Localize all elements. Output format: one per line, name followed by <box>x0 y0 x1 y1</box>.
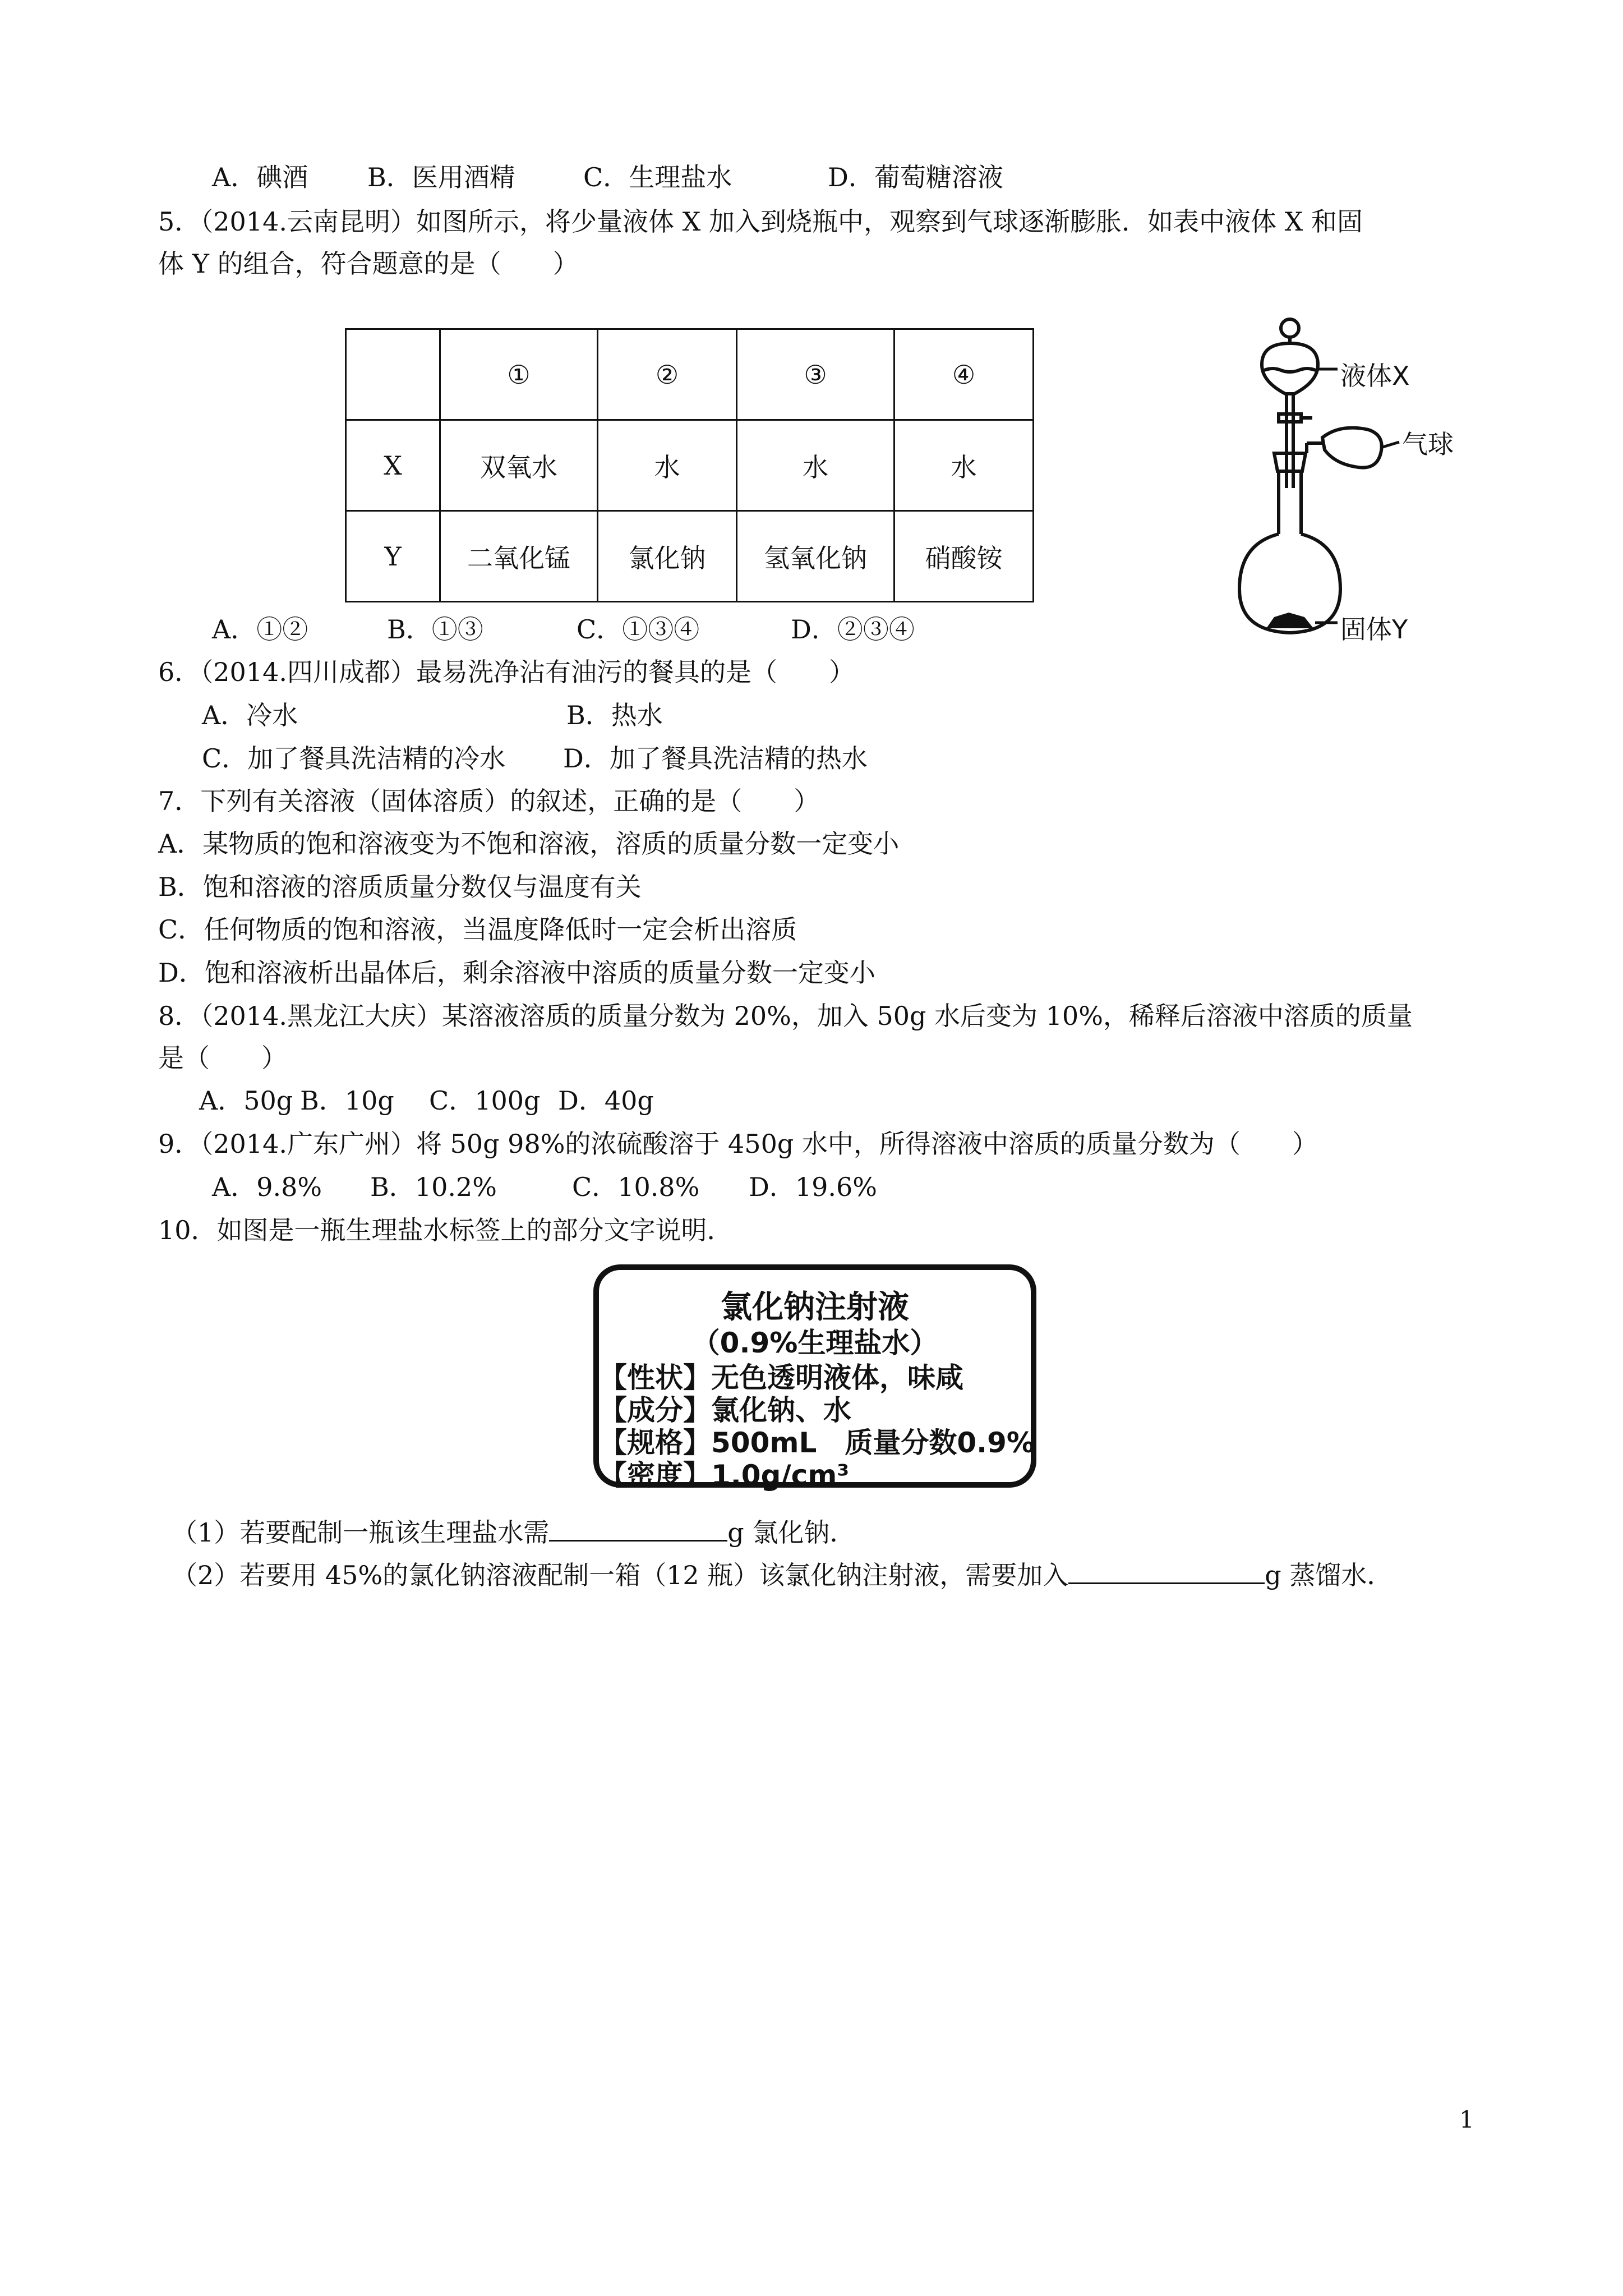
table-cell: 氢氧化钠 <box>737 511 895 602</box>
q5-option-d: D．②③④ <box>791 614 915 645</box>
label-solid-y: 固体Y <box>1340 614 1408 645</box>
flask-figure <box>1223 303 1492 645</box>
saline-label <box>593 1264 1036 1492</box>
table-cell: ② <box>598 329 737 420</box>
q8-stem-line1: 8．（2014.黑龙江大庆）某溶液溶质的质量分数为 20%，加入 50g 水后变为 10%，稀释后溶液中溶质的质量 <box>158 1001 1413 1031</box>
q10-sub2-unit: g 蒸馏水． <box>1265 1560 1393 1590</box>
table-row <box>346 511 1034 602</box>
q6-option-b: B．热水 <box>566 700 663 730</box>
q9-option-d: D．19.6% <box>749 1172 878 1202</box>
q9-option-b: B．10.2% <box>370 1172 497 1202</box>
table-cell: 水 <box>895 420 1034 511</box>
q10-sub1 <box>172 1514 855 1549</box>
q10-sub2-text: （2）若要用 45%的氯化钠溶液配制一箱（12 瓶）该氯化钠注射液，需要加入 <box>172 1560 1069 1590</box>
q5-stem-line2: 体 Y 的组合，符合题意的是（ ） <box>158 249 579 279</box>
q4-option-d: D．葡萄糖溶液 <box>828 162 1003 192</box>
q5-table <box>345 328 1034 602</box>
q10-sub2 <box>172 1557 1393 1592</box>
q7-option-c: C．任何物质的饱和溶液，当温度降低时一定会析出溶质 <box>158 914 797 945</box>
label-title: 氯化钠注射液 <box>721 1289 909 1326</box>
table-cell <box>346 329 440 420</box>
q5-option-b: B．①③ <box>387 614 483 645</box>
table-cell: 二氧化锰 <box>440 511 598 602</box>
label-composition: 【成分】氯化钠、水 <box>599 1394 851 1427</box>
q6-option-c: C．加了餐具洗洁精的冷水 <box>202 743 506 774</box>
table-cell: ① <box>440 329 598 420</box>
label-spec: 【规格】500mL 质量分数0.9% <box>599 1427 1035 1459</box>
q5-option-c: C．①③④ <box>577 614 700 645</box>
q4-option-c: C．生理盐水 <box>583 162 732 192</box>
table-cell: Y <box>346 511 440 602</box>
q6-option-a: A．冷水 <box>202 700 298 730</box>
table-cell: 双氧水 <box>440 420 598 511</box>
q4-option-a: A．碘酒 <box>212 162 308 192</box>
table-row <box>346 329 1034 420</box>
table-cell: 氯化钠 <box>598 511 737 602</box>
q8-option-d: D．40g <box>558 1085 654 1116</box>
q8-option-a: A．50g <box>199 1085 293 1116</box>
table-cell: 水 <box>737 420 895 511</box>
flask-diagram <box>1223 303 1492 639</box>
q10-stem: 10．如图是一瓶生理盐水标签上的部分文字说明． <box>158 1215 733 1245</box>
q9-option-a: A．9.8% <box>212 1172 322 1202</box>
label-balloon: 气球 <box>1402 429 1454 459</box>
q7-option-d: D．饱和溶液析出晶体后，剩余溶液中溶质的质量分数一定变小 <box>158 958 875 988</box>
answer-blank-2[interactable] <box>1068 1557 1265 1584</box>
q7-option-a: A．某物质的饱和溶液变为不饱和溶液，溶质的质量分数一定变小 <box>158 829 900 859</box>
q7-stem: 7．下列有关溶液（固体溶质）的叙述，正确的是（ ） <box>158 786 820 816</box>
q9-stem: 9．（2014.广东广州）将 50g 98%的浓硫酸溶于 450g 水中，所得溶液中溶质的质量分数为（ ） <box>158 1129 1318 1159</box>
q8-option-b: B．10g <box>300 1085 394 1116</box>
q10-sub1-text: （1）若要配制一瓶该生理盐水需 <box>172 1517 550 1548</box>
table-cell: ④ <box>895 329 1034 420</box>
table-cell: X <box>346 420 440 511</box>
answer-blank-1[interactable] <box>549 1514 727 1542</box>
table-cell: 硝酸铵 <box>895 511 1034 602</box>
page-number: 1 <box>1459 2106 1474 2133</box>
table-cell: ③ <box>737 329 895 420</box>
q5-option-a: A．①② <box>212 614 308 645</box>
q8-option-c: C．100g <box>429 1085 541 1116</box>
q6-option-d: D．加了餐具洗洁精的热水 <box>563 743 868 774</box>
q4-option-b: B．医用酒精 <box>367 162 515 192</box>
q7-option-b: B．饱和溶液的溶质质量分数仅与温度有关 <box>158 872 642 902</box>
table-row <box>346 420 1034 511</box>
table-cell: 水 <box>598 420 737 511</box>
label-liquid-x: 液体X <box>1340 361 1410 391</box>
q8-stem-line2: 是（ ） <box>158 1043 287 1073</box>
q9-option-c: C．10.8% <box>572 1172 700 1202</box>
q10-sub1-unit: g 氯化钠． <box>727 1517 856 1548</box>
label-property: 【性状】无色透明液体，味咸 <box>599 1361 963 1394</box>
q6-stem: 6．（2014.四川成都）最易洗净沾有油污的餐具的是（ ） <box>158 657 855 687</box>
q5-stem-line1: 5．（2014.云南昆明）如图所示，将少量液体 X 加入到烧瓶中，观察到气球逐渐膨胀．如表中液体 X 和固 <box>158 206 1363 237</box>
label-density: 【密度】1.0g/cm³ <box>599 1459 850 1492</box>
label-subtitle: （0.9%生理盐水） <box>691 1327 938 1359</box>
